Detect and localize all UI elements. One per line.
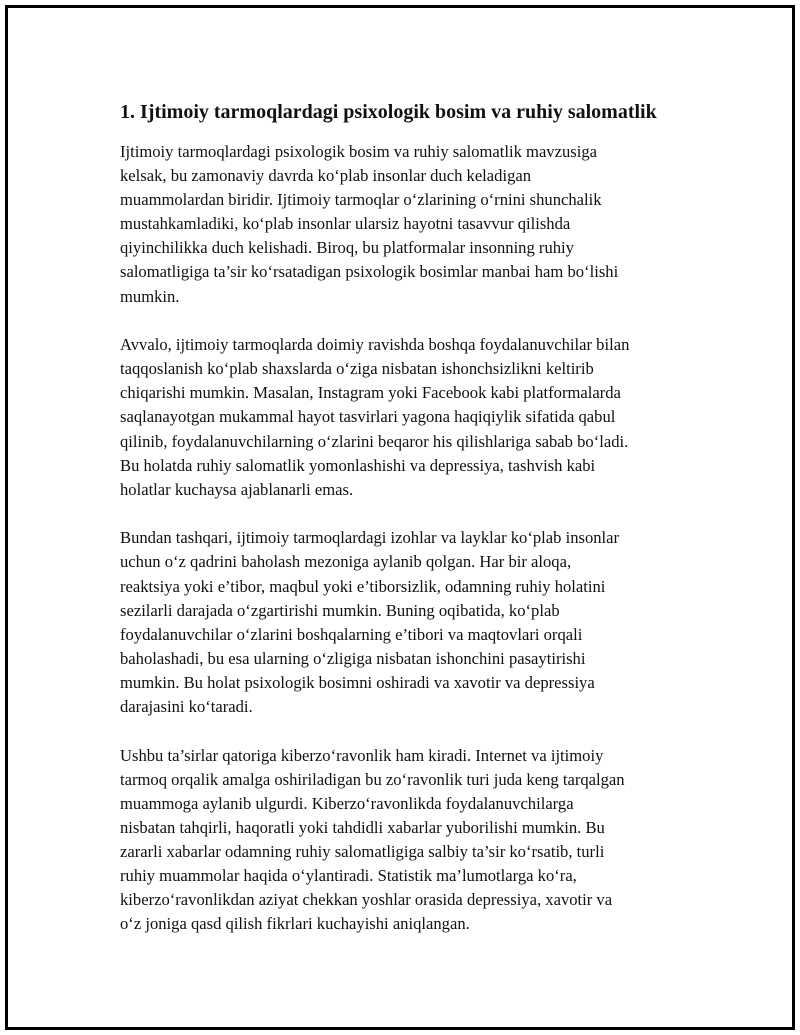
text-line: mumkin.	[120, 286, 180, 306]
body-paragraph	[120, 140, 700, 309]
text-line: uchun o‘z qadrini baholash mezoniga aylanib qolgan. Har bir aloqa,	[120, 552, 572, 572]
text-line: mumkin. Bu holat psixologik bosimni oshiradi va xavotir va depressiya	[120, 672, 595, 692]
text-line: Ijtimoiy tarmoqlardagi psixologik bosim va ruhiy salomatlik mavzusiga	[120, 142, 597, 161]
text-line: nisbatan tahqirli, haqoratli yoki tahdidli xabarlar yuborilishi mumkin. Bu	[120, 817, 605, 837]
text-line: foydalanuvchilar o‘zlarini boshqalarning e’tibori va maqtovlari orqali	[120, 624, 583, 644]
text-line: Bu holatda ruhiy salomatlik yomonlashishi va depressiya, tashvish kabi	[120, 455, 596, 475]
text-line: kiberzo‘ravonlikdan aziyat chekkan yoshlar orasida depressiya, xavotir va	[120, 890, 613, 910]
text-line: reaktsiya yoki e’tibor, maqbul yoki e’tiborsizlik, odamning ruhiy holatini	[120, 576, 606, 596]
body-paragraph	[120, 744, 700, 937]
text-line: darajasini ko‘taradi.	[120, 696, 253, 716]
text-line: baholashadi, bu esa ularning o‘zligiga nisbatan ishonchini pasaytirishi	[120, 648, 586, 668]
text-line: holatlar kuchaysa ajablanarli emas.	[120, 479, 354, 499]
document-page	[5, 5, 795, 1030]
text-line: muammoga aylanib ulgurdi. Kiberzo‘ravonlikda foydalanuvchilarga	[120, 793, 574, 813]
text-line: muammolardan biridir. Ijtimoiy tarmoqlar o‘zlarining o‘rnini shunchalik	[120, 190, 602, 210]
text-line: Avvalo, ijtimoiy tarmoqlarda doimiy ravishda boshqa foydalanuvchilar bilan	[120, 335, 630, 355]
text-line: qilinib, foydalanuvchilarning o‘zlarini beqaror his qilishlariga sabab bo‘ladi.	[120, 431, 629, 451]
body-paragraph	[120, 526, 700, 719]
text-line: Bundan tashqari, ijtimoiy tarmoqlardagi izohlar va layklar ko‘plab insonlar	[120, 528, 620, 548]
text-line: tarmoq orqalik amalga oshiriladigan bu zo‘ravonlik turi juda keng tarqalgan	[120, 769, 625, 789]
text-line: chiqarishi mumkin. Masalan, Instagram yoki Facebook kabi platformalarda	[120, 383, 621, 403]
text-line: mustahkamladiki, ko‘plab insonlar ularsiz hayotni tasavvur qilishda	[120, 214, 571, 234]
text-line: zararli xabarlar odamning ruhiy salomatligiga salbiy ta’sir ko‘rsatib, turli	[120, 841, 605, 861]
document-content	[120, 98, 700, 961]
text-line: kelsak, bu zamonaviy davrda ko‘plab insonlar duch keladigan	[120, 166, 532, 186]
text-line: taqqoslanish ko‘plab shaxslarda o‘ziga nisbatan ishonchsizlikni keltirib	[120, 359, 594, 379]
body-paragraph	[120, 333, 700, 502]
text-line: sezilarli darajada o‘zgartirishi mumkin. Buning oqibatida, ko‘plab	[120, 600, 560, 620]
text-line: salomatligiga ta’sir ko‘rsatadigan psixologik bosimlar manbai ham bo‘lishi	[120, 262, 619, 282]
text-line: ruhiy muammolar haqida o‘ylantiradi. Statistik ma’lumotlarga ko‘ra,	[120, 866, 577, 886]
text-line: qiyinchilikka duch kelishadi. Biroq, bu platformalar insonning ruhiy	[120, 238, 574, 258]
text-line: o‘z joniga qasd qilish fikrlari kuchayishi aniqlangan.	[120, 914, 470, 934]
text-line: saqlanayotgan mukammal hayot tasvirlari yagona haqiqiylik sifatida qabul	[120, 407, 616, 427]
paragraph-list	[120, 140, 700, 936]
text-line: Ushbu ta’sirlar qatoriga kiberzo‘ravonlik ham kiradi. Internet va ijtimoiy	[120, 745, 604, 765]
section-heading: 1. Ijtimoiy tarmoqlardagi psixologik bosim va ruhiy salomatlik	[120, 101, 657, 123]
